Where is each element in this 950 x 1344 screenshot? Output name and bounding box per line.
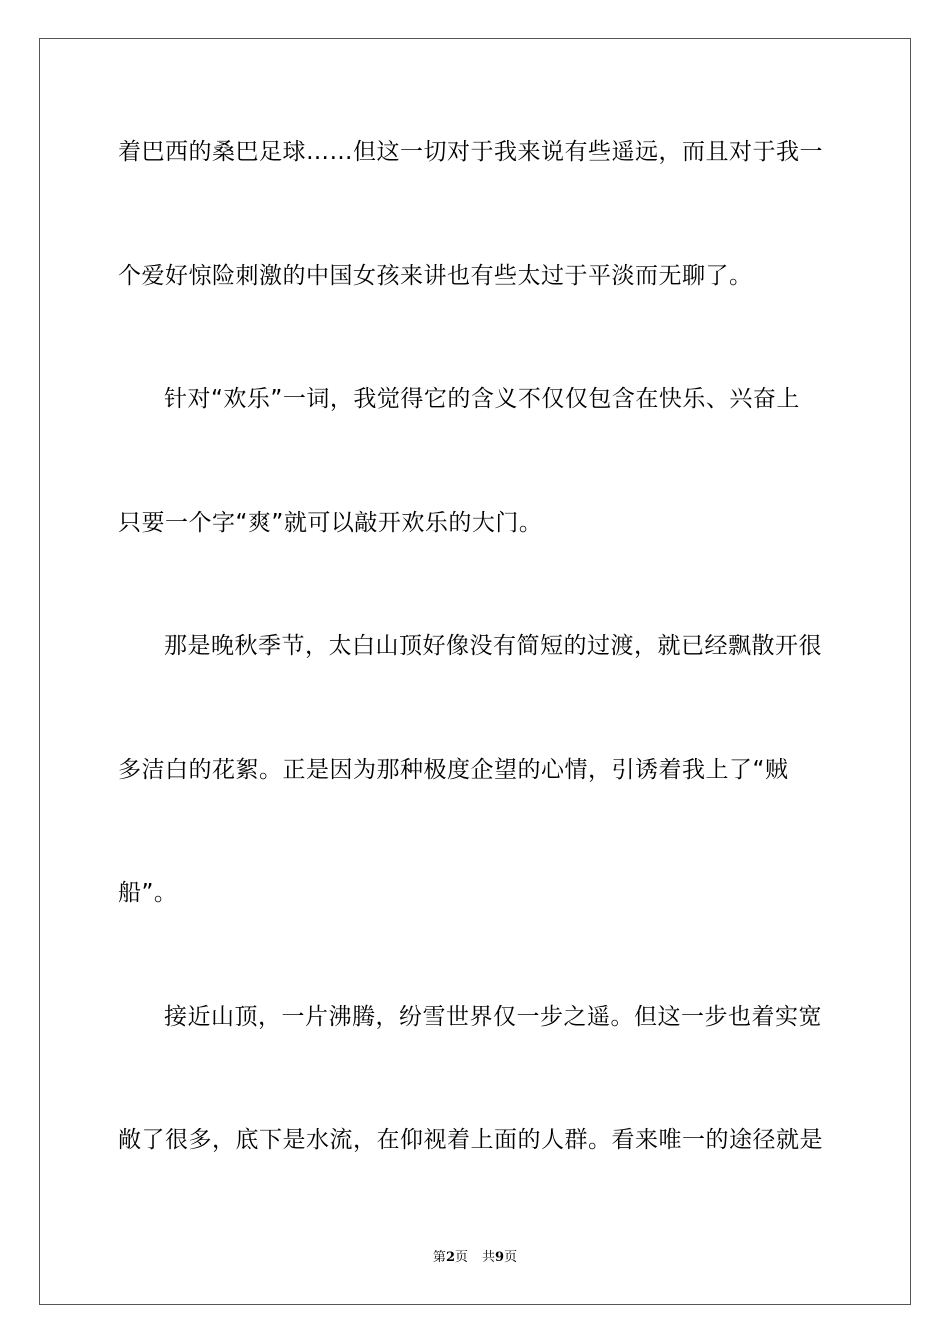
text-line-8: 接近山顶，一片沸腾，纷雪世界仅一步之遥。但这一步也着实宽 xyxy=(164,1004,822,1030)
page-border xyxy=(39,38,911,1305)
text-line-1: 着巴西的桑巴足球……但这一切对于我来说有些遥远，而且对于我一 xyxy=(118,139,823,165)
page-prefix: 第 xyxy=(432,1250,446,1265)
total-suffix: 页 xyxy=(504,1250,518,1265)
text-line-5: 那是晚秋季节，太白山顶好像没有简短的过渡，就已经飘散开很 xyxy=(164,633,822,659)
text-line-4: 只要一个字“爽”就可以敲开欢乐的大门。 xyxy=(118,510,543,536)
text-line-3: 针对“欢乐”一词，我觉得它的含义不仅仅包含在快乐、兴奋上 xyxy=(164,386,800,412)
text-line-7: 船”。 xyxy=(118,880,178,906)
page-total: 9 xyxy=(495,1250,505,1265)
page-suffix: 页 xyxy=(454,1250,468,1265)
page-current: 2 xyxy=(445,1250,455,1265)
text-line-2: 个爱好惊险刺激的中国女孩来讲也有些太过于平淡而无聊了。 xyxy=(118,263,753,289)
text-line-6: 多洁白的花絮。正是因为那种极度企望的心情，引诱着我上了“贼 xyxy=(118,757,789,783)
total-prefix: 共 xyxy=(482,1250,496,1265)
text-line-9: 敞了很多，底下是水流，在仰视着上面的人群。看来唯一的途径就是 xyxy=(118,1127,823,1153)
page-footer xyxy=(0,1246,950,1265)
